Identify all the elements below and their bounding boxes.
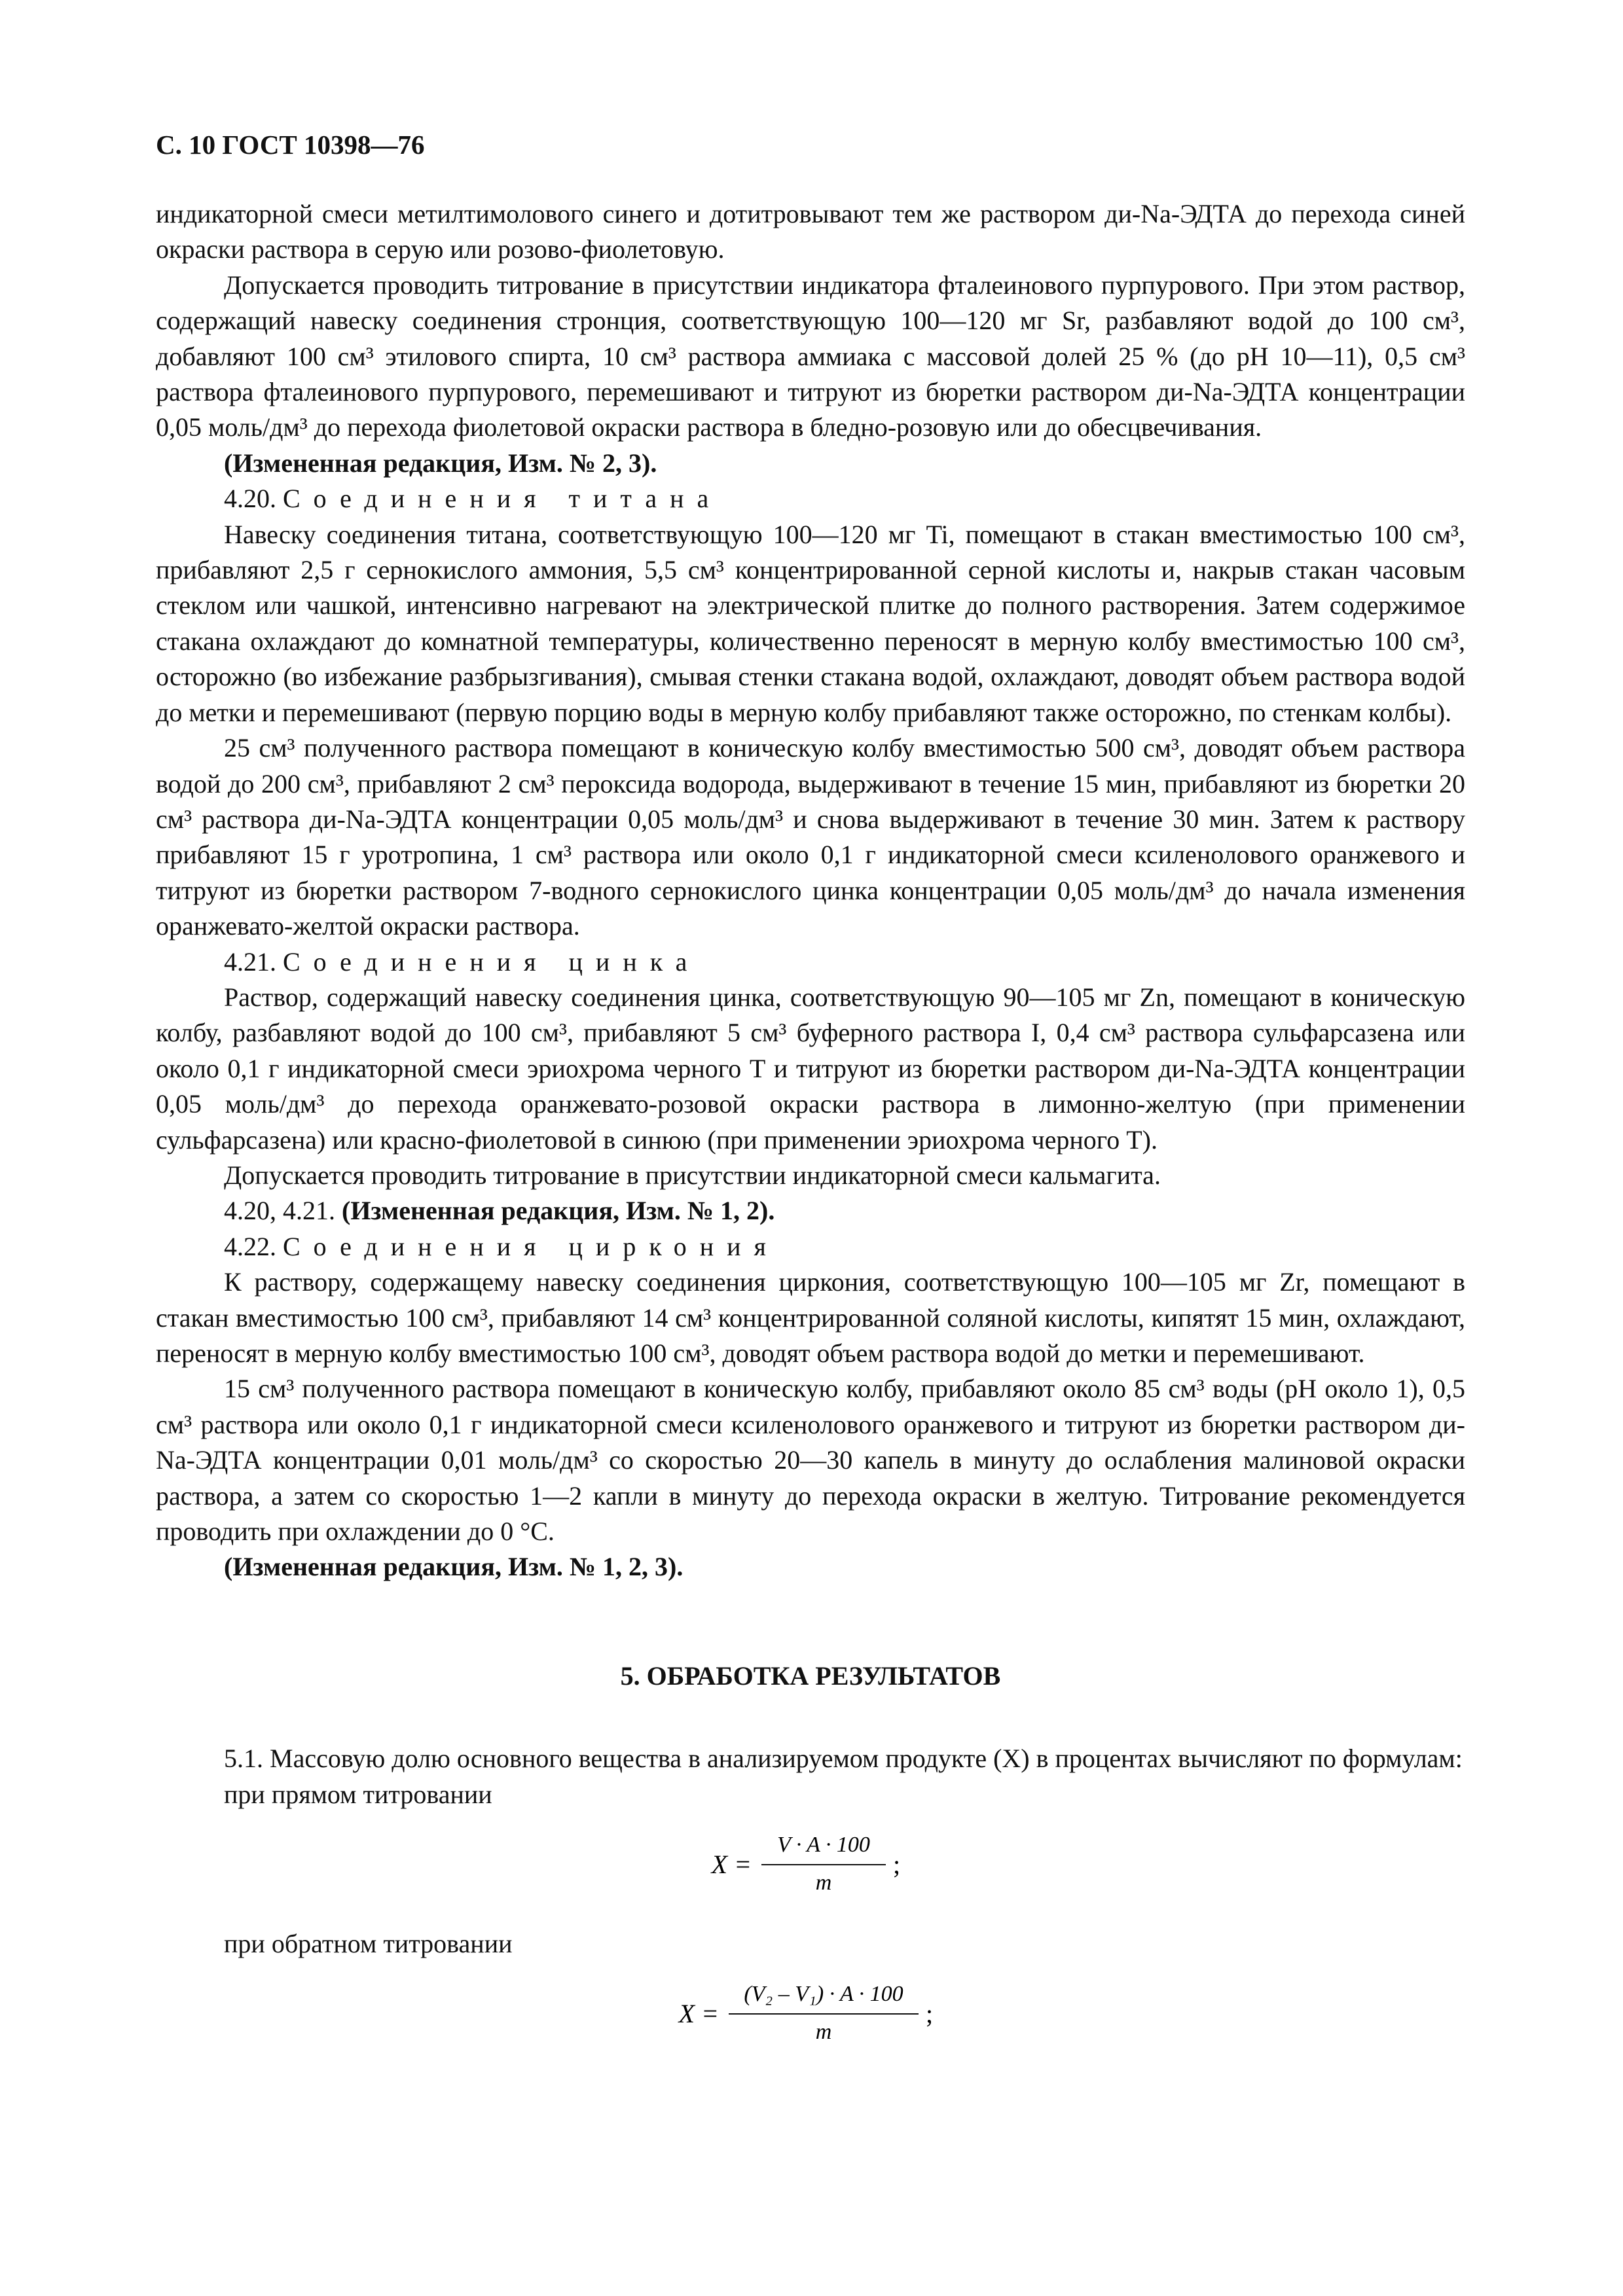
section-title: Соединения циркония [283,1231,779,1261]
formula-numerator: (V₂ – V₁) · A · 100 [744,1982,903,2007]
formula-label: при обратном титровании [224,1929,513,1959]
page-header: С. 10 ГОСТ 10398—76 [156,130,425,160]
formula-reverse [156,1973,1465,2052]
document-body [156,196,1465,2075]
formula-lhs: X = [711,1850,752,1880]
formula-direct-svg [673,1824,948,1903]
section-number: 4.22. [224,1231,276,1261]
section-title-5: 5. ОБРАБОТКА РЕЗУЛЬТАТОВ [620,1660,1001,1691]
formula-denominator: m [815,1871,832,1895]
paragraph: индикаторной смеси метилтимолового синего и дотитровывают тем же раствором ди-Na-ЭДТА до перехода синей окраски раствора в серую или розово-фиолетовую. [156,199,1465,264]
section-title: Соединения цинка [283,946,701,977]
formula-lhs: X = [678,1999,719,2029]
revision-text: (Измененная редакция, Изм. № 1, 2). [342,1196,775,1226]
section-number: 4.20. [224,484,276,514]
paragraph: 5.1. Массовую долю основного вещества в анализируемом продукте (X) в процентах вычисляют по формулам: [224,1744,1463,1774]
formula-denominator: m [815,2020,832,2045]
paragraph: 15 см³ полученного раствора помещают в коническую колбу, прибавляют около 85 см³ воды (рН около 1), 0,5 см³ раствора или около 0,1 г индикаторной смеси ксиленолового оранжевого и титруют из бюретки раствором ди-Na-ЭДТА концентрации 0,01 моль/дм³ со скоростью 20—30 капель в минуту до ослабления малиновой окраски раствора, а затем со скоростью 1—2 капли в минуту до перехода окраски в желтую. Титрование рекомендуется проводить при охлаждении до 0 °С. [156,1374,1465,1547]
section-heading-4-21 [156,944,1465,980]
formula-numerator: V · A · 100 [777,1833,870,1857]
formula-label: при прямом титровании [224,1779,492,1809]
formula-direct [156,1824,1465,1903]
revision-prefix: 4.20, 4.21. [224,1196,335,1226]
formula-reverse-svg [640,1973,981,2052]
revision-note: (Измененная редакция, Изм. № 1, 2, 3). [224,1552,684,1582]
revision-note: (Измененная редакция, Изм. № 2, 3). [224,448,657,478]
section-heading-4-20 [156,481,1465,516]
paragraph: Допускается проводить титрование в присутствии индикатора фталеинового пурпурового. При этом раствор, содержащий навеску соединения стронция, соответствующую 100—120 мг Sr, разбавляют водой до 100 см³, добавляют 100 см³ этилового спирта, 10 см³ раствора аммиака с массовой долей 25 % (до рН 10—11), 0,5 см³ раствора фталеинового пурпурового, перемешивают и титруют из бюретки раствором ди-Na-ЭДТА концентрации 0,05 моль/дм³ до перехода фиолетовой окраски раствора в бледно-розовую или до обесцвечивания. [156,270,1465,442]
formula-end: ; [926,1999,934,2029]
paragraph: К раствору, содержащему навеску соединения циркония, соответствующую 100—105 мг Zr, помещают в стакан вместимостью 100 см³, прибавляют 14 см³ концентрированной соляной кислоты, кипятят 15 мин, охлаждают, переносят в мерную колбу вместимостью 100 см³, доводят объем раствора водой до метки и перемешивают. [156,1267,1465,1368]
paragraph: 25 см³ полученного раствора помещают в коническую колбу вместимостью 500 см³, доводят объем раствора водой до 200 см³, прибавляют 2 см³ пероксида водорода, выдерживают в течение 15 мин, прибавляют из бюретки 20 см³ раствора ди-Na-ЭДТА концентрации 0,05 моль/дм³ и снова выдерживают в течение 30 мин. Затем к раствору прибавляют 15 г уротропина, 1 см³ раствора или около 0,1 г индикаторной смеси ксиленолового оранжевого и титруют из бюретки раствором 7-водного сернокислого цинка концентрации 0,05 моль/дм³ до начала изменения оранжевато-желтой окраски раствора. [156,733,1465,941]
paragraph: Раствор, содержащий навеску соединения цинка, соответствующую 90—105 мг Zn, помещают в коническую колбу, разбавляют водой до 100 см³, прибавляют 5 см³ буферного раствора I, 0,4 см³ раствора сульфарсазена или около 0,1 г индикаторной смеси эриохрома черного Т и титруют из бюретки раствором ди-Na-ЭДТА концентрации 0,05 моль/дм³ до перехода оранжевато-розовой окраски раствора в лимонно-желтую (при применении сульфарсазена) или красно-фиолетовой в синюю (при применении эриохрома черного Т). [156,982,1465,1155]
formula-end: ; [893,1850,901,1880]
revision-note [156,1193,1465,1229]
section-heading-4-22 [156,1229,1465,1265]
paragraph: Допускается проводить титрование в присутствии индикаторной смеси кальмагита. [224,1160,1161,1190]
paragraph: Навеску соединения титана, соответствующую 100—120 мг Ti, помещают в стакан вместимостью 100 см³, прибавляют 2,5 г сернокислого аммония, 5,5 см³ концентрированной серной кислоты и, накрыв стакан часовым стеклом или чашкой, интенсивно нагревают на электрической плитке до полного растворения. Затем содержимое стакана охлаждают до комнатной температуры, количественно переносят в мерную колбу вместимостью 100 см³, осторожно (во избежание разбрызгивания), смывая стенки стакана водой, охлаждают, доводят объем раствора водой до метки и перемешивают (первую порцию воды в мерную колбу прибавляют также осторожно, по стенкам колбы). [156,519,1465,727]
section-title: Соединения титана [283,484,722,514]
section-number: 4.21. [224,946,276,977]
